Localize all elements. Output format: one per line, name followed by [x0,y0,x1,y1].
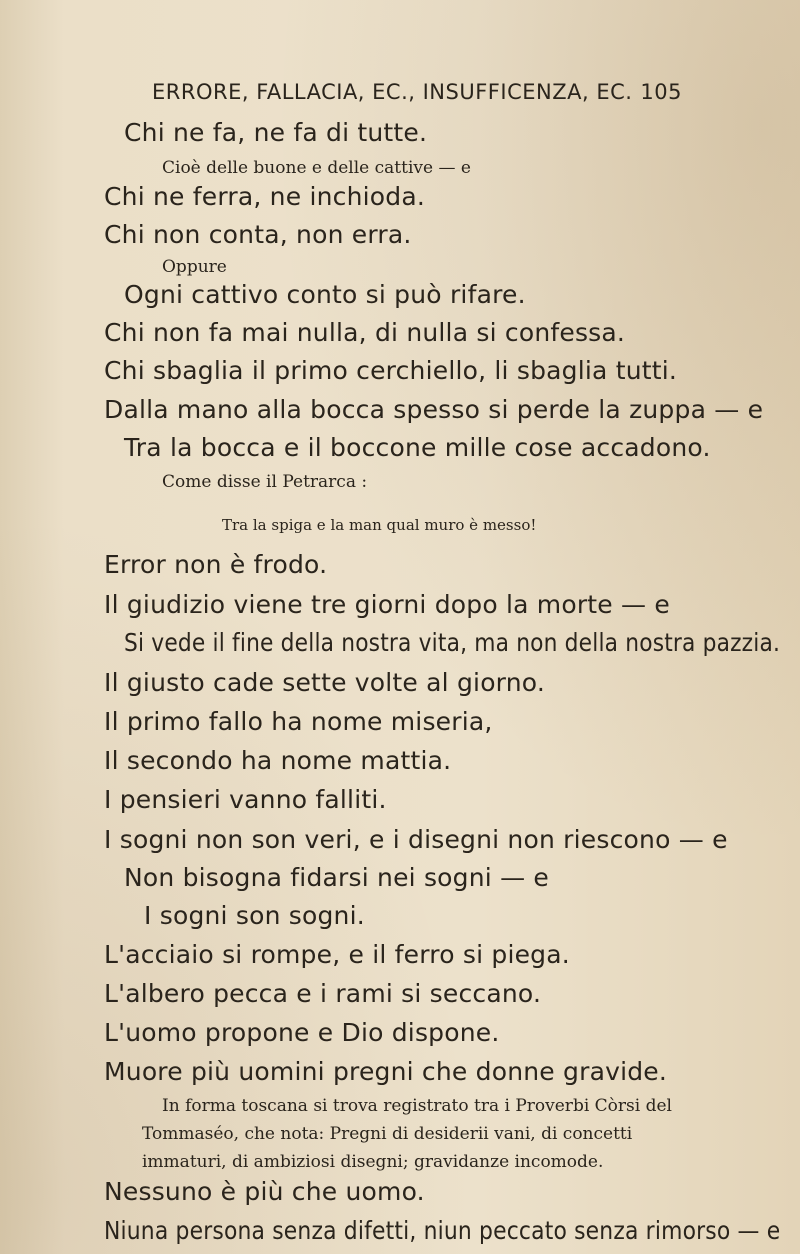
proverb-line: L'acciaio si rompe, e il ferro si piega. [104,940,570,969]
proverb-line: Niuna persona senza difetti, niun peccato senza rimorso — e [104,1216,781,1245]
proverb-line: I sogni non son veri, e i disegni non riescono — e [104,825,728,854]
header-title: ERRORE, FALLACIA, EC., INSUFFICENZA, EC. [152,80,633,104]
proverb-line: I sogni son sogni. [144,901,365,930]
proverb-line: Il primo fallo ha nome miseria, [104,707,493,736]
proverb-line: Dalla mano alla bocca spesso si perde la zuppa — e [104,395,764,424]
proverb-line: Tra la bocca e il boccone mille cose accadono. [124,433,711,462]
commentary-line: Oppure [162,257,227,277]
page-number: 105 [640,80,682,104]
commentary-line: Cioè delle buone e delle cattive — e [162,158,471,178]
verse-quote: Tra la spiga e la man qual muro è messo! [222,516,537,534]
proverb-line: Nessuno è più che uomo. [104,1177,425,1206]
proverb-line: Il giudizio viene tre giorni dopo la morte — e [104,590,670,619]
proverb-line: L'albero pecca e i rami si seccano. [104,979,542,1008]
proverb-line: Error non è frodo. [104,550,328,579]
commentary-line: Come disse il Petrarca : [162,472,368,492]
proverb-line: Il giusto cade sette volte al giorno. [104,668,545,697]
proverb-line: Chi non fa mai nulla, di nulla si confessa. [104,318,626,347]
proverb-line: L'uomo propone e Dio dispone. [104,1018,500,1047]
proverb-line: Non bisogna fidarsi nei sogni — e [124,863,550,892]
proverb-line: Chi sbaglia il primo cerchiello, li sbaglia tutti. [104,356,678,385]
proverb-line: Chi ne ferra, ne inchioda. [104,182,426,211]
proverb-line: Ogni cattivo conto si può rifare. [124,280,526,309]
proverb-line: Chi ne fa, ne fa di tutte. [124,118,428,147]
running-header [152,80,682,104]
proverb-line: I pensieri vanno falliti. [104,785,387,814]
commentary-paragraph: In forma toscana si trova registrato tra i Proverbi Còrsi del Tommaséo, che nota: Pregni di desiderii vani, di concetti immaturi, di ambiziosi disegni; gravidanze incomode. [142,1096,672,1172]
proverb-line: Il secondo ha nome mattia. [104,746,452,775]
proverb-line: Si vede il fine della nostra vita, ma non della nostra pazzia. [124,628,781,657]
proverb-line: Chi non conta, non erra. [104,220,412,249]
proverb-line: Muore più uomini pregni che donne gravide. [104,1057,668,1086]
